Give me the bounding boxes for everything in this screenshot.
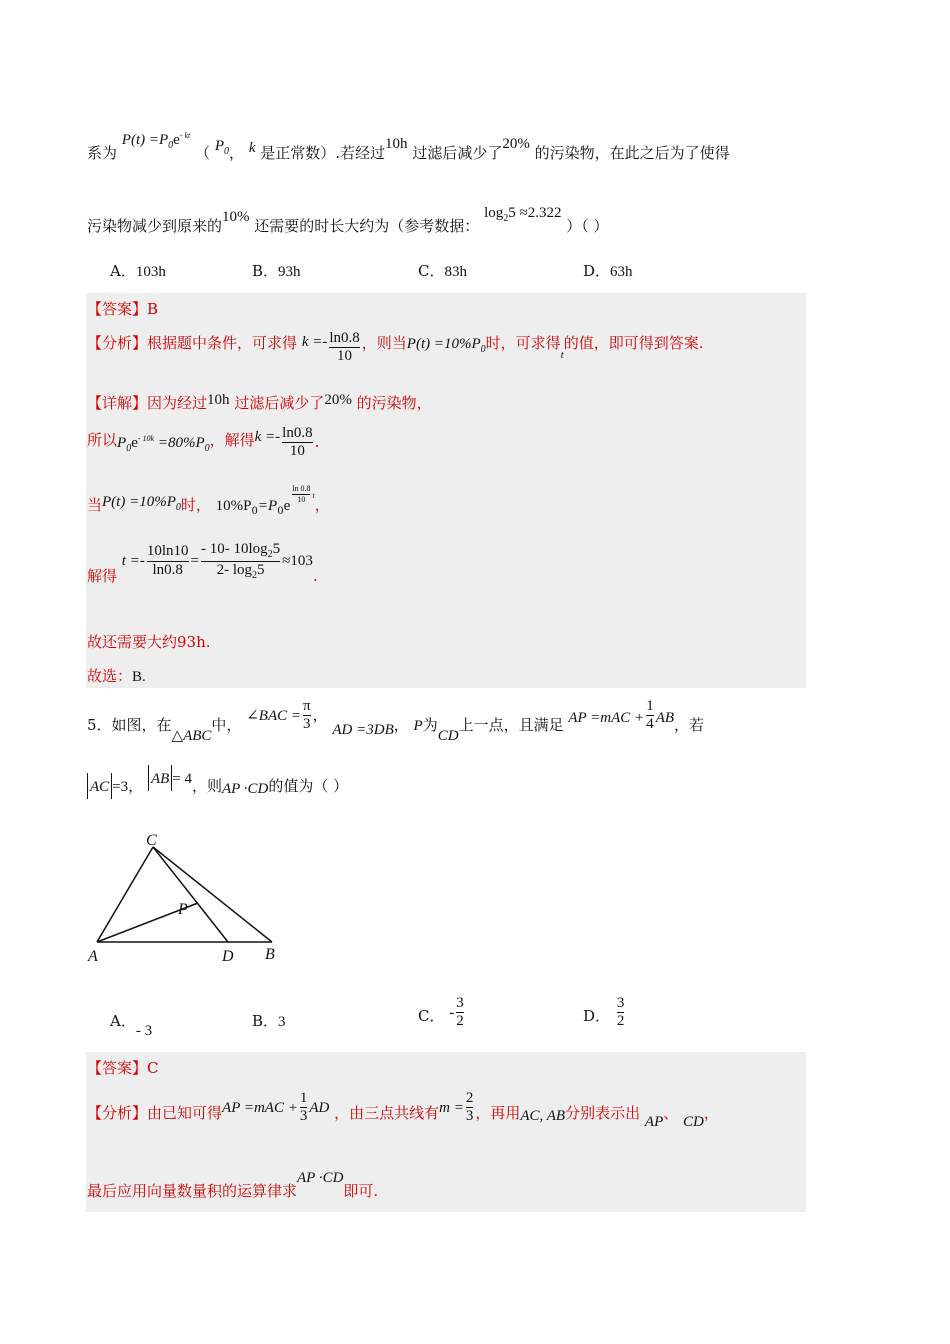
- q4-p0: $P_0$: [214, 138, 230, 157]
- sol4-so-fraction: $\frac{\ln 0.8}{10}$: [282, 425, 313, 460]
- q4-log-ref: $\log_25 \approx 2.322$: [484, 205, 562, 224]
- q4-line2: [87, 205, 609, 235]
- q4-10pct: 10%: [222, 209, 250, 225]
- sol4-so: 所以$P_0e^{- 10k} =80\%P_0$，解得k =- $\frac{\ln 0.8}{10}$ .: [87, 425, 320, 460]
- q4-end2: ）（ ）: [566, 217, 609, 235]
- sol4-solve-fraction2: $\frac{- 10- 10\log_25}{2- \log_25}$: [200, 541, 281, 581]
- label-p: P: [178, 901, 188, 918]
- q5-line2: AC =3， AB = 4，则AP ·CD的值为（ ）: [87, 775, 348, 796]
- sol4-when: 当$P(t) =10\%P_0$时， $10\%P_0=P_0e$ $\frac{\ln 0.8}{10}$ $^t$，: [87, 484, 330, 517]
- q5-quarter-fraction: $\frac{1}{4}$: [646, 698, 654, 733]
- sol4-answer: 【答案】B: [87, 300, 159, 318]
- edge-ca: [97, 847, 153, 942]
- sol5-third-fraction: $\frac{1}{3}$: [299, 1090, 308, 1125]
- q4-option-c[interactable]: C．83h: [418, 262, 467, 280]
- q4-formula: $P(t) =P_0e^{- kt}$: [121, 131, 191, 151]
- q5-option-c[interactable]: C． - $\frac{3}{2}$: [418, 995, 464, 1030]
- sol4-solve: 解得 t =- $\frac{10\ln 10}{\ln 0.8}$ = $\frac{- 10- 10\log_25}{2- \log_25}$ ≈103.: [87, 541, 318, 585]
- q5-option-b[interactable]: B．3: [252, 1012, 286, 1030]
- q4-k: k: [248, 140, 256, 156]
- q5-ab-abs: AB: [148, 765, 172, 791]
- sol4-analysis: 【分析】根据题中条件，可求得 k =- $\frac{\ln 0.8}{10}$ ，则当$P(t) =10\%P_0$时，可求得$_t$的值，即可得到答案.: [87, 330, 704, 365]
- q4-prefix2: 污染物减少到原来的: [87, 217, 223, 235]
- q4-prefix: 系为: [87, 144, 118, 162]
- label-a: A: [88, 948, 98, 965]
- label-c: C: [146, 832, 157, 849]
- q4-paren: （: [195, 144, 211, 162]
- q5-pi-fraction: $\frac{\pi}{3}$: [303, 698, 311, 733]
- sol4-detail: 【详解】因为经过10h 过滤后减少了20% 的污染物，: [87, 392, 432, 412]
- sol5-answer: 【答案】C: [87, 1059, 159, 1077]
- sol4-conclusion: 故还需要大约93h.: [87, 633, 211, 651]
- sol4-k-fraction: $\frac{\ln 0.8}{10}$: [329, 330, 360, 365]
- sol4-when-exp-fraction: $\frac{\ln 0.8}{10}$: [292, 484, 311, 504]
- q4-option-b[interactable]: B．93h: [252, 262, 301, 280]
- sol5-line2: 最后应用向量数量积的运算律求AP ·CD即可.: [87, 1170, 379, 1200]
- edge-cd: [153, 847, 228, 942]
- sol5-analysis: 【分析】由已知可得AP =mAC + $\frac{1}{3}$ AD ，由三点共线有m = $\frac{2}{3}$ ，再用AC, AB分别表示出 AP、 CD，: [87, 1090, 719, 1130]
- sol4-solve-fraction1: $\frac{10\ln 10}{\ln 0.8}$: [146, 543, 189, 578]
- q4-mid1: 是正常数）.若经过: [260, 144, 386, 162]
- q5-line1: 5．如图，在△ABC中， ∠BAC = $\frac{\pi}{3}$ ， AD =3DB， P为CD上一点，且满足 AP =mAC + $\frac{1}{4}$ AB，若: [87, 698, 705, 744]
- label-b: B: [265, 946, 275, 963]
- q5-triangle-figure: [80, 825, 300, 970]
- q4-option-d[interactable]: D．63h: [583, 262, 633, 280]
- q4-end1: 的污染物，在此之后为了使得: [534, 144, 730, 162]
- q4-line1: 系为 $P(t) =P_0e^{- kt}$ （ $P_0$， k 是正常数）.若经过10h 过滤后减少了20% 的污染物，在此之后为了使得: [87, 131, 730, 162]
- sol4-choose: 故选：B.: [87, 667, 146, 685]
- q5-ac-abs: AC: [87, 773, 112, 799]
- q4-mid2: 过滤后减少了: [412, 144, 503, 162]
- edge-cb: [153, 847, 272, 942]
- q4-option-a[interactable]: A．103h: [110, 262, 166, 280]
- q4-mid3: 还需要的时长大约为（参考数据：: [254, 217, 480, 235]
- q5-option-d[interactable]: D． $\frac{3}{2}$: [583, 995, 625, 1030]
- sol5-m-fraction: $\frac{2}{3}$: [465, 1090, 474, 1125]
- q4-10h: 10h: [385, 136, 408, 152]
- label-d: D: [222, 948, 234, 965]
- q5-option-a[interactable]: A．- 3: [110, 1012, 153, 1039]
- q4-20pct: 20%: [502, 136, 530, 152]
